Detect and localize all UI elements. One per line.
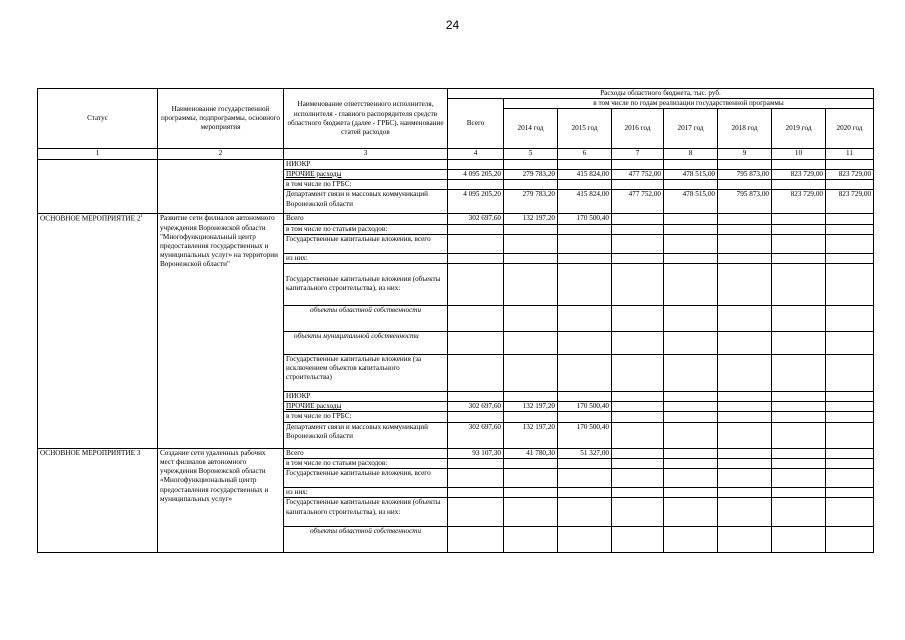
value-total bbox=[448, 469, 504, 488]
row-label: Департамент связи и массовых коммуникаций Воронежской области bbox=[284, 190, 448, 214]
value-2017 bbox=[664, 469, 718, 488]
value-2019 bbox=[772, 305, 826, 331]
value-2019 bbox=[772, 391, 826, 401]
value-2014: 132 197,20 bbox=[504, 422, 558, 448]
col-index: 1 bbox=[38, 149, 158, 159]
col-index: 4 bbox=[448, 149, 504, 159]
value-2014 bbox=[504, 180, 558, 190]
value-2018 bbox=[718, 488, 772, 498]
row-label: Всего bbox=[284, 214, 448, 224]
value-2017 bbox=[664, 331, 718, 354]
value-2015 bbox=[558, 412, 612, 422]
value-2019 bbox=[772, 224, 826, 234]
row-label: НИОКР bbox=[284, 159, 448, 169]
value-2018 bbox=[718, 159, 772, 169]
value-2019 bbox=[772, 180, 826, 190]
col-index: 8 bbox=[664, 149, 718, 159]
row-label: Государственные капитальные вложения (объекты капитального строительства), из них: bbox=[284, 263, 448, 305]
value-2017 bbox=[664, 224, 718, 234]
value-2017 bbox=[664, 159, 718, 169]
value-2019 bbox=[772, 458, 826, 468]
value-2014: 132 197,20 bbox=[504, 402, 558, 412]
value-2017 bbox=[664, 458, 718, 468]
value-2015 bbox=[558, 469, 612, 488]
header-year: 2014 год bbox=[504, 109, 558, 149]
value-2016 bbox=[612, 488, 664, 498]
value-2016 bbox=[612, 448, 664, 458]
value-total: 4 095 205,20 bbox=[448, 190, 504, 214]
value-total bbox=[448, 234, 504, 253]
value-2015 bbox=[558, 354, 612, 391]
value-total: 4 095 205,20 bbox=[448, 169, 504, 179]
value-2020 bbox=[826, 422, 874, 448]
value-2019: 823 729,00 bbox=[772, 190, 826, 214]
value-total: 302 697,60 bbox=[448, 402, 504, 412]
value-2015 bbox=[558, 180, 612, 190]
value-2016 bbox=[612, 234, 664, 253]
col-index: 11 bbox=[826, 149, 874, 159]
value-2018: 795 873,00 bbox=[718, 169, 772, 179]
value-2018 bbox=[718, 253, 772, 263]
header-year: 2019 год bbox=[772, 109, 826, 149]
value-2015 bbox=[558, 458, 612, 468]
value-2014 bbox=[504, 224, 558, 234]
header-total: Всего bbox=[448, 99, 504, 149]
value-2019 bbox=[772, 402, 826, 412]
value-2016 bbox=[612, 263, 664, 305]
value-2020 bbox=[826, 527, 874, 553]
value-2019 bbox=[772, 234, 826, 253]
value-total bbox=[448, 488, 504, 498]
row-label: в том числе по ГРБС: bbox=[284, 412, 448, 422]
value-2014: 132 197,20 bbox=[504, 214, 558, 224]
header-year: 2015 год bbox=[558, 109, 612, 149]
value-2016: 477 752,00 bbox=[612, 169, 664, 179]
row-label: Департамент связи и массовых коммуникаций Воронежской области bbox=[284, 422, 448, 448]
value-2020 bbox=[826, 498, 874, 527]
value-2015 bbox=[558, 234, 612, 253]
value-2020 bbox=[826, 214, 874, 224]
value-2018 bbox=[718, 354, 772, 391]
value-total: 93 107,30 bbox=[448, 448, 504, 458]
value-2017 bbox=[664, 488, 718, 498]
value-2017 bbox=[664, 214, 718, 224]
header-year: 2017 год bbox=[664, 109, 718, 149]
value-2014: 279 783,20 bbox=[504, 169, 558, 179]
value-2018 bbox=[718, 498, 772, 527]
value-2019 bbox=[772, 263, 826, 305]
row-label: в том числе по статьям расходов: bbox=[284, 458, 448, 468]
value-2015: 170 500,40 bbox=[558, 402, 612, 412]
value-2020 bbox=[826, 180, 874, 190]
value-2015: 415 824,00 bbox=[558, 169, 612, 179]
value-2016 bbox=[612, 391, 664, 401]
value-2019 bbox=[772, 527, 826, 553]
value-2015 bbox=[558, 224, 612, 234]
value-2018 bbox=[718, 305, 772, 331]
value-total bbox=[448, 331, 504, 354]
value-2015 bbox=[558, 498, 612, 527]
row-label: ПРОЧИЕ расходы bbox=[284, 169, 448, 179]
measure-status: ОСНОВНОЕ МЕРОПРИЯТИЕ 3 bbox=[38, 448, 158, 553]
name-cell-empty bbox=[158, 159, 284, 214]
value-2020 bbox=[826, 458, 874, 468]
page-number: 24 bbox=[445, 18, 460, 32]
value-2016 bbox=[612, 253, 664, 263]
header-executor: Наименование ответственного исполнителя, исполнителя - главного распорядителя средств областного бюджета (далее - ГРБС), наименование статей расходов bbox=[284, 89, 448, 149]
col-index: 3 bbox=[284, 149, 448, 159]
value-2016 bbox=[612, 458, 664, 468]
row-label: Государственные капитальные вложения (за исключением объектов капитального строительства) bbox=[284, 354, 448, 391]
value-2014 bbox=[504, 469, 558, 488]
value-2016 bbox=[612, 469, 664, 488]
row-label: объекты областной собственности bbox=[284, 527, 448, 553]
row-label: НИОКР bbox=[284, 391, 448, 401]
value-2015: 170 500,40 bbox=[558, 214, 612, 224]
value-2015 bbox=[558, 159, 612, 169]
row-label: ПРОЧИЕ расходы bbox=[284, 402, 448, 412]
value-2020 bbox=[826, 402, 874, 412]
value-total bbox=[448, 305, 504, 331]
header-status: Статус bbox=[38, 89, 158, 149]
row-label: в том числе по ГРБС: bbox=[284, 180, 448, 190]
value-2015: 170 500,40 bbox=[558, 422, 612, 448]
value-2014 bbox=[504, 354, 558, 391]
value-2017 bbox=[664, 402, 718, 412]
row-label: объекты областной собственности bbox=[284, 305, 448, 331]
value-total bbox=[448, 527, 504, 553]
value-2019 bbox=[772, 214, 826, 224]
value-total bbox=[448, 391, 504, 401]
value-2018 bbox=[718, 391, 772, 401]
value-2016 bbox=[612, 402, 664, 412]
col-index: 9 bbox=[718, 149, 772, 159]
budget-table bbox=[37, 88, 874, 553]
header-year: 2016 год bbox=[612, 109, 664, 149]
value-2017 bbox=[664, 412, 718, 422]
value-2014 bbox=[504, 498, 558, 527]
value-2017 bbox=[664, 354, 718, 391]
value-2016 bbox=[612, 180, 664, 190]
value-2018 bbox=[718, 263, 772, 305]
col-index: 5 bbox=[504, 149, 558, 159]
value-total bbox=[448, 253, 504, 263]
value-2018 bbox=[718, 527, 772, 553]
value-2016 bbox=[612, 331, 664, 354]
value-2016 bbox=[612, 224, 664, 234]
value-2015 bbox=[558, 391, 612, 401]
value-2015 bbox=[558, 331, 612, 354]
value-2014 bbox=[504, 527, 558, 553]
header-expenses-title: Расходы областного бюджета, тыс. руб. bbox=[448, 89, 874, 99]
value-2014: 41 780,30 bbox=[504, 448, 558, 458]
value-2014 bbox=[504, 391, 558, 401]
value-2020: 823 729,00 bbox=[826, 169, 874, 179]
table-row bbox=[38, 214, 874, 224]
value-2019 bbox=[772, 253, 826, 263]
value-2019 bbox=[772, 159, 826, 169]
value-2018 bbox=[718, 448, 772, 458]
value-2017 bbox=[664, 305, 718, 331]
value-2020 bbox=[826, 224, 874, 234]
value-2018 bbox=[718, 180, 772, 190]
value-2019 bbox=[772, 422, 826, 448]
value-2017 bbox=[664, 180, 718, 190]
row-label: Государственные капитальные вложения, всего bbox=[284, 234, 448, 253]
value-2016 bbox=[612, 527, 664, 553]
value-2015 bbox=[558, 305, 612, 331]
value-total bbox=[448, 412, 504, 422]
value-2018 bbox=[718, 331, 772, 354]
footnote-marker: 1 bbox=[140, 214, 143, 220]
value-2017 bbox=[664, 498, 718, 527]
value-2019 bbox=[772, 412, 826, 422]
row-label: Всего bbox=[284, 448, 448, 458]
row-label: Государственные капитальные вложения, всего bbox=[284, 469, 448, 488]
value-2014 bbox=[504, 412, 558, 422]
value-2016 bbox=[612, 214, 664, 224]
value-2017: 478 515,00 bbox=[664, 190, 718, 214]
value-2015 bbox=[558, 253, 612, 263]
value-2020 bbox=[826, 412, 874, 422]
value-2017: 478 515,00 bbox=[664, 169, 718, 179]
header-year: 2018 год bbox=[718, 109, 772, 149]
value-2014 bbox=[504, 331, 558, 354]
value-2016 bbox=[612, 305, 664, 331]
value-2016 bbox=[612, 422, 664, 448]
value-2020: 823 729,00 bbox=[826, 190, 874, 214]
value-2015: 51 327,00 bbox=[558, 448, 612, 458]
value-2017 bbox=[664, 527, 718, 553]
value-2019 bbox=[772, 498, 826, 527]
value-2014 bbox=[504, 159, 558, 169]
value-2019 bbox=[772, 354, 826, 391]
value-2017 bbox=[664, 263, 718, 305]
value-2020 bbox=[826, 234, 874, 253]
value-2018: 795 873,00 bbox=[718, 190, 772, 214]
value-2018 bbox=[718, 402, 772, 412]
value-2014 bbox=[504, 458, 558, 468]
value-2014 bbox=[504, 263, 558, 305]
value-total bbox=[448, 224, 504, 234]
column-index-row bbox=[38, 149, 874, 159]
value-2019 bbox=[772, 331, 826, 354]
header-incl-years: в том числе по годам реализации государственной программы bbox=[504, 99, 874, 109]
value-2018 bbox=[718, 469, 772, 488]
measure-status-text: ОСНОВНОЕ МЕРОПРИЯТИЕ 2 bbox=[40, 214, 141, 223]
value-2016 bbox=[612, 159, 664, 169]
measure-name: Развитие сети филиалов автономного учреждения Воронежской области "Многофункциональный центр предоставления государственных и муниципальных услуг» на территории Воронежской области" bbox=[158, 214, 284, 448]
value-2018 bbox=[718, 224, 772, 234]
value-2017 bbox=[664, 391, 718, 401]
value-2020 bbox=[826, 159, 874, 169]
value-2019 bbox=[772, 488, 826, 498]
value-2020 bbox=[826, 448, 874, 458]
value-2018 bbox=[718, 412, 772, 422]
value-2019: 823 729,00 bbox=[772, 169, 826, 179]
row-label: в том числе по статьям расходов: bbox=[284, 224, 448, 234]
col-index: 6 bbox=[558, 149, 612, 159]
value-total bbox=[448, 458, 504, 468]
row-label: из них: bbox=[284, 253, 448, 263]
header-program-name: Наименование государственной программы, подпрограммы, основного мероприятия bbox=[158, 89, 284, 149]
value-2014 bbox=[504, 488, 558, 498]
measure-name: Создание сети удаленных рабочих мест филиалов автономного учреждения Воронежской области «Многофункциональный центр предоставления государственных и муниципальных услуг» bbox=[158, 448, 284, 553]
value-2018 bbox=[718, 234, 772, 253]
value-2017 bbox=[664, 234, 718, 253]
value-2020 bbox=[826, 354, 874, 391]
row-label: из них: bbox=[284, 488, 448, 498]
value-total bbox=[448, 180, 504, 190]
col-index: 10 bbox=[772, 149, 826, 159]
value-2016 bbox=[612, 498, 664, 527]
value-2019 bbox=[772, 448, 826, 458]
value-2015 bbox=[558, 488, 612, 498]
value-2014 bbox=[504, 234, 558, 253]
value-2018 bbox=[718, 422, 772, 448]
value-2020 bbox=[826, 488, 874, 498]
header-year: 2020 год bbox=[826, 109, 874, 149]
table-row bbox=[38, 159, 874, 169]
value-total bbox=[448, 263, 504, 305]
value-2020 bbox=[826, 331, 874, 354]
value-2018 bbox=[718, 214, 772, 224]
value-total bbox=[448, 354, 504, 391]
value-2016 bbox=[612, 412, 664, 422]
value-2020 bbox=[826, 263, 874, 305]
value-2015: 415 824,00 bbox=[558, 190, 612, 214]
value-2016 bbox=[612, 354, 664, 391]
status-cell-empty bbox=[38, 159, 158, 214]
col-index: 7 bbox=[612, 149, 664, 159]
value-2015 bbox=[558, 263, 612, 305]
value-2016: 477 752,00 bbox=[612, 190, 664, 214]
value-2015 bbox=[558, 527, 612, 553]
value-total bbox=[448, 498, 504, 527]
value-2020 bbox=[826, 305, 874, 331]
row-label: Государственные капитальные вложения (объекты капитального строительства), из них: bbox=[284, 498, 448, 527]
value-2020 bbox=[826, 469, 874, 488]
value-2014: 279 783,20 bbox=[504, 190, 558, 214]
value-2017 bbox=[664, 422, 718, 448]
value-2020 bbox=[826, 253, 874, 263]
table-row bbox=[38, 448, 874, 458]
value-2020 bbox=[826, 391, 874, 401]
value-total: 302 697,60 bbox=[448, 214, 504, 224]
col-index: 2 bbox=[158, 149, 284, 159]
value-2014 bbox=[504, 305, 558, 331]
value-total bbox=[448, 159, 504, 169]
row-label: объекты муниципальной собственности bbox=[284, 331, 448, 354]
value-2014 bbox=[504, 253, 558, 263]
value-2017 bbox=[664, 253, 718, 263]
value-2017 bbox=[664, 448, 718, 458]
value-2018 bbox=[718, 458, 772, 468]
value-total: 302 697,60 bbox=[448, 422, 504, 448]
measure-status bbox=[38, 214, 158, 448]
value-2019 bbox=[772, 469, 826, 488]
